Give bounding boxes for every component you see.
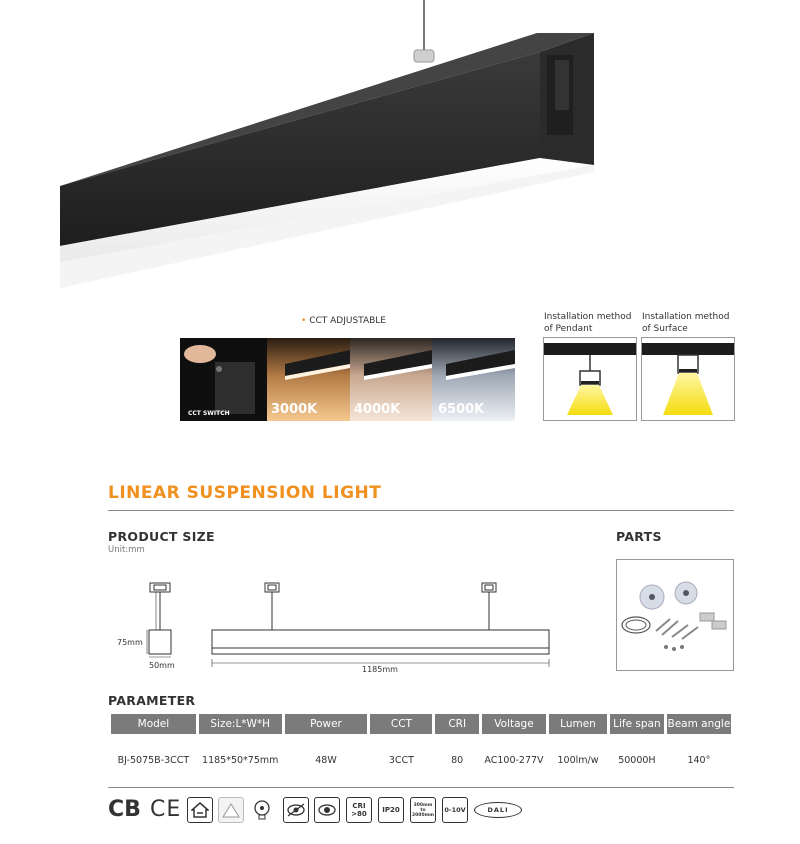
- cell-lifespan: 50000H: [618, 754, 656, 766]
- cct-3000k-label: 3000K: [271, 402, 318, 417]
- fixture-hero-image: [0, 0, 800, 300]
- col-header-beam-angle: Beam angle: [667, 714, 731, 734]
- col-header-model: Model: [111, 714, 196, 734]
- col-header-size: Size:L*W*H: [199, 714, 282, 734]
- cct-4000k-tile: [350, 338, 432, 421]
- col-header-lumen: Lumen: [549, 714, 607, 734]
- width-dimension: 50mm: [149, 661, 175, 670]
- no-flicker-eye-icon: [283, 797, 309, 823]
- cell-beam-angle: 140°: [687, 754, 711, 766]
- parameter-heading: PARAMETER: [108, 693, 196, 708]
- bulb-icon: [249, 797, 275, 823]
- ip-rating-badge: IP20: [378, 797, 404, 823]
- cct-panel: [180, 338, 515, 421]
- cert-divider: [108, 787, 734, 788]
- cell-cct: 3CCT: [388, 754, 414, 766]
- cell-cri: 80: [451, 754, 464, 766]
- title-divider: [108, 510, 734, 511]
- parts-heading: PARTS: [616, 529, 662, 544]
- cct-adjustable-title: • CCT ADJUSTABLE: [301, 316, 386, 326]
- cb-mark: CB: [108, 797, 141, 822]
- cell-voltage: AC100-277V: [484, 754, 544, 766]
- cct-3000k-tile: [267, 338, 350, 421]
- mounting-surface-icon: [218, 797, 244, 823]
- cri-badge: CRI >80: [346, 797, 372, 823]
- table-row: [111, 734, 731, 786]
- unit-label: Unit:mm: [108, 545, 145, 555]
- eye-protection-icon: [314, 797, 340, 823]
- bullet-icon: •: [301, 316, 307, 326]
- dali-badge: DALI: [474, 802, 522, 818]
- parts-photo: [616, 559, 734, 671]
- col-header-power: Power: [285, 714, 368, 734]
- dimming-badge: 0-10V: [442, 797, 468, 823]
- cct-switch-label: CCT SWITCH: [188, 410, 230, 417]
- page-title: LINEAR SUSPENSION LIGHT: [108, 483, 382, 503]
- cct-4000k-label: 4000K: [354, 402, 401, 417]
- ce-mark: CE: [150, 797, 182, 822]
- table-header-row: [111, 714, 731, 734]
- product-size-drawing: [108, 570, 568, 680]
- surface-install-caption: Installation method of Surface: [642, 312, 730, 334]
- product-size-heading: PRODUCT SIZE: [108, 529, 215, 544]
- cell-model: BJ-5075B-3CCT: [117, 754, 190, 766]
- cell-size: 1185*50*75mm: [202, 754, 279, 766]
- col-header-lifespan: Life span: [610, 714, 664, 734]
- length-range-badge: 300mm to 2000mm: [410, 797, 436, 823]
- length-dimension: 1185mm: [362, 665, 398, 674]
- pendant-install-diagram: [543, 337, 637, 421]
- surface-install-diagram: [641, 337, 735, 421]
- col-header-cri: CRI: [435, 714, 478, 734]
- col-header-voltage: Voltage: [482, 714, 546, 734]
- col-header-cct: CCT: [370, 714, 432, 734]
- indoor-use-icon: [187, 797, 213, 823]
- cct-switch-tile: [180, 338, 267, 421]
- cell-power: 48W: [315, 754, 337, 766]
- cell-lumen: 100lm/w: [557, 754, 599, 766]
- pendant-install-caption: Installation method of Pendant: [544, 312, 632, 334]
- cct-6500k-label: 6500K: [438, 402, 485, 417]
- height-dimension: 75mm: [117, 638, 143, 647]
- cct-6500k-tile: [432, 338, 515, 421]
- parameter-table: [108, 714, 734, 786]
